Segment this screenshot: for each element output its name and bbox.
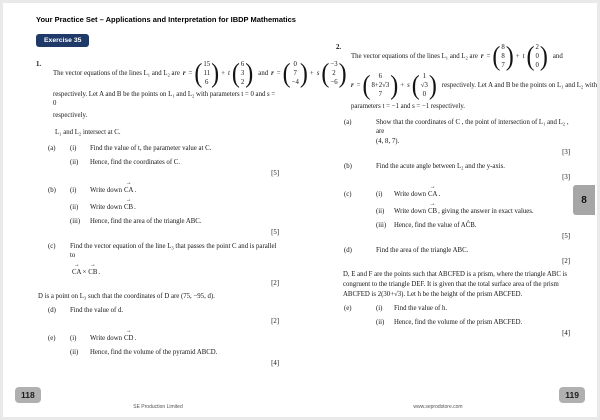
part-label: (b) bbox=[48, 187, 56, 194]
part-text: Find the vector equation of the line L₃ that passes the point C and is parallel to bbox=[70, 243, 277, 259]
left-paren: ( bbox=[526, 41, 535, 72]
marks: [4] bbox=[271, 360, 279, 367]
marks: [5] bbox=[562, 233, 570, 240]
marks: [3] bbox=[562, 149, 570, 156]
page-title: Your Practice Set – Applications and Interpretation for IBDP Mathematics bbox=[36, 15, 296, 24]
matrix-entry: √3 bbox=[420, 82, 428, 89]
part-label-empty bbox=[48, 348, 70, 357]
q2-part-e-ii bbox=[344, 318, 570, 327]
part-roman: (ii) bbox=[70, 159, 79, 166]
left-paren: ( bbox=[282, 58, 291, 89]
position-vector-1 bbox=[194, 60, 219, 87]
vector-entries bbox=[420, 72, 429, 99]
left-paren: ( bbox=[492, 41, 501, 72]
vector-CB: CB → bbox=[124, 203, 133, 212]
matrix-entry: 15 bbox=[203, 61, 211, 68]
matrix-entry: 0 bbox=[535, 53, 539, 60]
matrix-entry: 1 bbox=[422, 73, 427, 80]
question-2 bbox=[336, 41, 598, 111]
part-label: (b) bbox=[344, 163, 352, 170]
part-roman: (i) bbox=[70, 187, 77, 194]
q2-part-c-i bbox=[344, 190, 570, 199]
direction-vector-1 bbox=[527, 43, 548, 70]
part-roman: (i) bbox=[70, 335, 77, 342]
part-label: (e) bbox=[48, 335, 56, 342]
q1-part-e-i bbox=[48, 334, 279, 343]
q1-part-b-i bbox=[48, 186, 279, 195]
part-label-empty bbox=[48, 268, 70, 277]
q2-part-c-ii bbox=[344, 207, 570, 216]
matrix-entry: 7 bbox=[378, 91, 383, 98]
part-text: Find the acute angle between L₂ and the y-axis. bbox=[376, 163, 506, 170]
footer-website: www.seprodstore.com bbox=[413, 404, 463, 410]
matrix-entry: 6 bbox=[240, 61, 245, 68]
marks: [2] bbox=[271, 280, 279, 287]
q1-part-a-i bbox=[48, 144, 279, 153]
part-text: Hence, find the volume of the pyramid ABCD. bbox=[90, 349, 218, 356]
direction-vector-2 bbox=[412, 72, 437, 99]
right-paren: ) bbox=[539, 41, 548, 72]
part-text: Find the value of d. bbox=[70, 307, 124, 314]
right-paren: ) bbox=[211, 58, 220, 89]
right-page-content bbox=[336, 41, 598, 338]
matrix-entry: 2 bbox=[535, 44, 539, 51]
plus-sign: + bbox=[515, 53, 520, 60]
q1-intersect-statement: L₁ and L₂ intersect at C. bbox=[55, 129, 121, 136]
q2-part-c-iii bbox=[344, 221, 570, 230]
part-roman: (i) bbox=[376, 191, 383, 198]
part-text bbox=[90, 334, 279, 343]
part-roman: (i) bbox=[70, 145, 77, 152]
part-roman: (ii) bbox=[376, 319, 385, 326]
parameter-s: s bbox=[407, 82, 410, 89]
q2-intro-text: The vector equations of the lines L₁ and L₂ are bbox=[351, 53, 478, 60]
r-vector-symbol: r bbox=[480, 53, 484, 60]
position-vector-2 bbox=[363, 72, 399, 99]
vector-CA: CA → bbox=[124, 186, 133, 195]
right-paren: ) bbox=[338, 58, 347, 89]
marks: [5] bbox=[271, 170, 279, 177]
q1-vector-equation-line bbox=[53, 58, 347, 89]
matrix-entry: 2 bbox=[332, 70, 336, 77]
part-label-empty bbox=[344, 207, 376, 216]
part-label-empty bbox=[48, 217, 70, 226]
part-roman: (iii) bbox=[376, 222, 387, 229]
q1-part-a-ii bbox=[48, 158, 279, 167]
matrix-entry: 6 bbox=[378, 73, 383, 80]
matrix-entry: 8 bbox=[501, 53, 505, 60]
part-roman: (i) bbox=[376, 305, 383, 312]
q1-point-d-statement: D is a point on L₃ such that the coordinates of D are (75, −95, d). bbox=[38, 293, 215, 300]
matrix-entry: 8+2√3 bbox=[371, 82, 390, 89]
part-text: Hence, find the area of the triangle ABC. bbox=[90, 218, 202, 225]
matrix-entry: 3 bbox=[240, 70, 245, 77]
q2-intro-text-2: respectively. Let A and B be the points on L₁ and L₂ with bbox=[441, 82, 598, 89]
matrix-entry: 0 bbox=[535, 62, 539, 69]
and-text: and bbox=[258, 70, 269, 77]
text-segment: Write down bbox=[394, 191, 427, 198]
part-label-empty bbox=[48, 158, 70, 167]
part-label-empty bbox=[344, 137, 376, 146]
plus-sign: + bbox=[221, 70, 225, 77]
left-page-content bbox=[36, 58, 347, 368]
left-paren: ( bbox=[321, 58, 330, 89]
matrix-entry: 6 bbox=[205, 79, 209, 86]
equals-sign: = bbox=[356, 82, 361, 89]
part-text bbox=[90, 186, 279, 195]
part-label: (c) bbox=[344, 191, 352, 198]
question-1 bbox=[36, 58, 347, 120]
r-vector-symbol: r bbox=[271, 70, 274, 77]
q1-part-c bbox=[48, 242, 279, 260]
question-1-body bbox=[53, 58, 347, 120]
part-text bbox=[394, 190, 570, 199]
q1-part-c-cont bbox=[48, 268, 279, 277]
q2-vector-equation-line-1 bbox=[351, 43, 570, 70]
left-paren: ( bbox=[411, 70, 420, 101]
part-label-empty bbox=[48, 203, 70, 212]
vector-entries bbox=[202, 60, 211, 87]
vector-entries bbox=[371, 72, 391, 99]
part-label: (a) bbox=[344, 119, 352, 126]
equals-sign: = bbox=[486, 53, 491, 60]
text-segment: Write down bbox=[90, 204, 123, 211]
question-2-number: 2. bbox=[336, 44, 342, 51]
parameter-t: t bbox=[522, 53, 525, 60]
left-paren: ( bbox=[362, 70, 371, 101]
q2-part-a bbox=[344, 118, 570, 136]
page-number-left: 118 bbox=[15, 387, 41, 403]
right-paren: ) bbox=[428, 70, 437, 101]
q2-part-a-cont bbox=[344, 137, 570, 146]
question-2-body bbox=[351, 41, 598, 111]
part-label: (d) bbox=[48, 307, 56, 314]
marks: [2] bbox=[271, 318, 279, 325]
and-text: and bbox=[552, 53, 563, 60]
matrix-entry: 8 bbox=[501, 44, 505, 51]
matrix-entry: 7 bbox=[293, 70, 297, 77]
part-label: (c) bbox=[48, 243, 56, 250]
part-label: (a) bbox=[48, 145, 56, 152]
q2-prism-statement-3: ABCFED is 2(30+√3). Let h be the height of the prism ABCFED. bbox=[343, 291, 523, 298]
matrix-entry: 7 bbox=[501, 62, 505, 69]
cross-product-sign: × bbox=[82, 269, 87, 276]
vector-CD: CD → bbox=[124, 334, 133, 343]
marks: [5] bbox=[271, 229, 279, 236]
text-segment: . bbox=[438, 191, 441, 198]
part-text bbox=[70, 268, 279, 277]
q1-part-b-ii bbox=[48, 203, 279, 212]
marks: [2] bbox=[562, 258, 570, 265]
footer-publisher: SE Production Limited bbox=[133, 404, 183, 410]
q2-part-d bbox=[344, 246, 570, 255]
part-text: Hence, find the volume of the prism ABCFED. bbox=[394, 319, 523, 326]
q2-prism-statement-1: D, E and F are the points such that ABCFED is a prism, where the triangle ABC is bbox=[343, 271, 568, 278]
matrix-entry: 11 bbox=[203, 70, 211, 77]
part-text: Hence, find the coordinates of C. bbox=[90, 159, 181, 166]
vector-CB: CB → bbox=[428, 207, 437, 216]
q1-part-e-ii bbox=[48, 348, 279, 357]
plus-sign: + bbox=[309, 70, 314, 77]
position-vector-1 bbox=[492, 43, 513, 70]
matrix-entry: −4 bbox=[291, 79, 299, 86]
r-vector-symbol: r bbox=[351, 82, 354, 89]
part-text: Find the value of t, the parameter value at C. bbox=[90, 145, 212, 152]
right-paren: ) bbox=[505, 41, 514, 72]
text-segment: . bbox=[134, 204, 136, 211]
q1-intro-text: The vector equations of the lines L₁ and L₂ are bbox=[53, 70, 180, 77]
part-roman: (ii) bbox=[70, 349, 79, 356]
page-number-right: 119 bbox=[559, 387, 585, 403]
question-1-number: 1. bbox=[36, 61, 42, 68]
q2-intro-text-3: parameters t = −1 and s = −1 respectively. bbox=[351, 103, 465, 110]
marks: [3] bbox=[562, 174, 570, 181]
page-spread bbox=[3, 3, 597, 417]
right-paren: ) bbox=[245, 58, 254, 89]
left-paren: ( bbox=[231, 58, 240, 89]
part-text: Find the area of the triangle ABC. bbox=[376, 247, 469, 254]
part-label: (e) bbox=[344, 305, 352, 312]
part-label-empty bbox=[344, 318, 376, 327]
left-paren: ( bbox=[194, 58, 203, 89]
vector-CA: CA → bbox=[72, 268, 81, 277]
part-roman: (iii) bbox=[70, 218, 81, 225]
parameter-s: s bbox=[316, 70, 320, 77]
part-roman: (ii) bbox=[376, 208, 385, 215]
text-segment: . bbox=[134, 335, 137, 342]
matrix-entry: 2 bbox=[240, 79, 245, 86]
vector-entries bbox=[291, 60, 300, 87]
right-paren: ) bbox=[299, 58, 308, 89]
part-text: (4, 8, 7). bbox=[376, 138, 400, 145]
text-segment: . bbox=[134, 187, 137, 194]
marks: [4] bbox=[562, 330, 570, 337]
r-vector-symbol: r bbox=[182, 70, 186, 77]
q1-intro-text-3: respectively. bbox=[53, 112, 88, 119]
vector-CB: CB → bbox=[88, 268, 97, 277]
part-text: Hence, find the value of AĈB. bbox=[394, 222, 477, 229]
matrix-entry: 0 bbox=[422, 91, 427, 98]
equals-sign: = bbox=[276, 70, 281, 77]
part-label-empty bbox=[344, 221, 376, 230]
text-segment: Write down bbox=[90, 187, 123, 194]
q1-intro-text-2: respectively. Let A and B be the points on L₁ and L₂ with parameters t = 0 and s = 0 bbox=[53, 91, 276, 107]
part-text bbox=[90, 203, 279, 212]
equals-sign: = bbox=[188, 70, 193, 77]
exercise-badge: Exercise 35 bbox=[36, 34, 89, 47]
direction-vector-1 bbox=[232, 60, 253, 87]
part-text: Show that the coordinates of C , the point of intersection of L₁ and L₂ , are bbox=[376, 119, 569, 135]
text-segment: Write down bbox=[90, 335, 123, 342]
text-segment: . bbox=[98, 269, 101, 276]
part-label: (d) bbox=[344, 247, 352, 254]
q2-part-b bbox=[344, 162, 570, 171]
q2-vector-equation-line-2 bbox=[351, 70, 598, 101]
plus-sign: + bbox=[400, 82, 405, 89]
q2-part-e-i bbox=[344, 304, 570, 313]
q2-prism-statement-2: congruent to the triangle DEF. It is given that the total surface area of the prism bbox=[343, 281, 559, 288]
chapter-tab: 8 bbox=[573, 185, 595, 215]
q1-part-b-iii bbox=[48, 217, 279, 226]
text-segment: Write down bbox=[394, 208, 427, 215]
matrix-entry: −6 bbox=[330, 79, 338, 86]
right-paren: ) bbox=[390, 70, 399, 101]
vector-CA: CA → bbox=[428, 190, 437, 199]
part-roman: (ii) bbox=[70, 204, 79, 211]
position-vector-2 bbox=[283, 60, 308, 87]
q1-part-d bbox=[48, 306, 279, 315]
part-text bbox=[394, 207, 570, 216]
part-text: Find the value of h. bbox=[394, 305, 448, 312]
matrix-entry: −3 bbox=[330, 61, 338, 68]
text-segment: , giving the answer in exact values. bbox=[438, 208, 534, 215]
parameter-t: t bbox=[228, 70, 230, 77]
matrix-entry: 0 bbox=[293, 61, 297, 68]
